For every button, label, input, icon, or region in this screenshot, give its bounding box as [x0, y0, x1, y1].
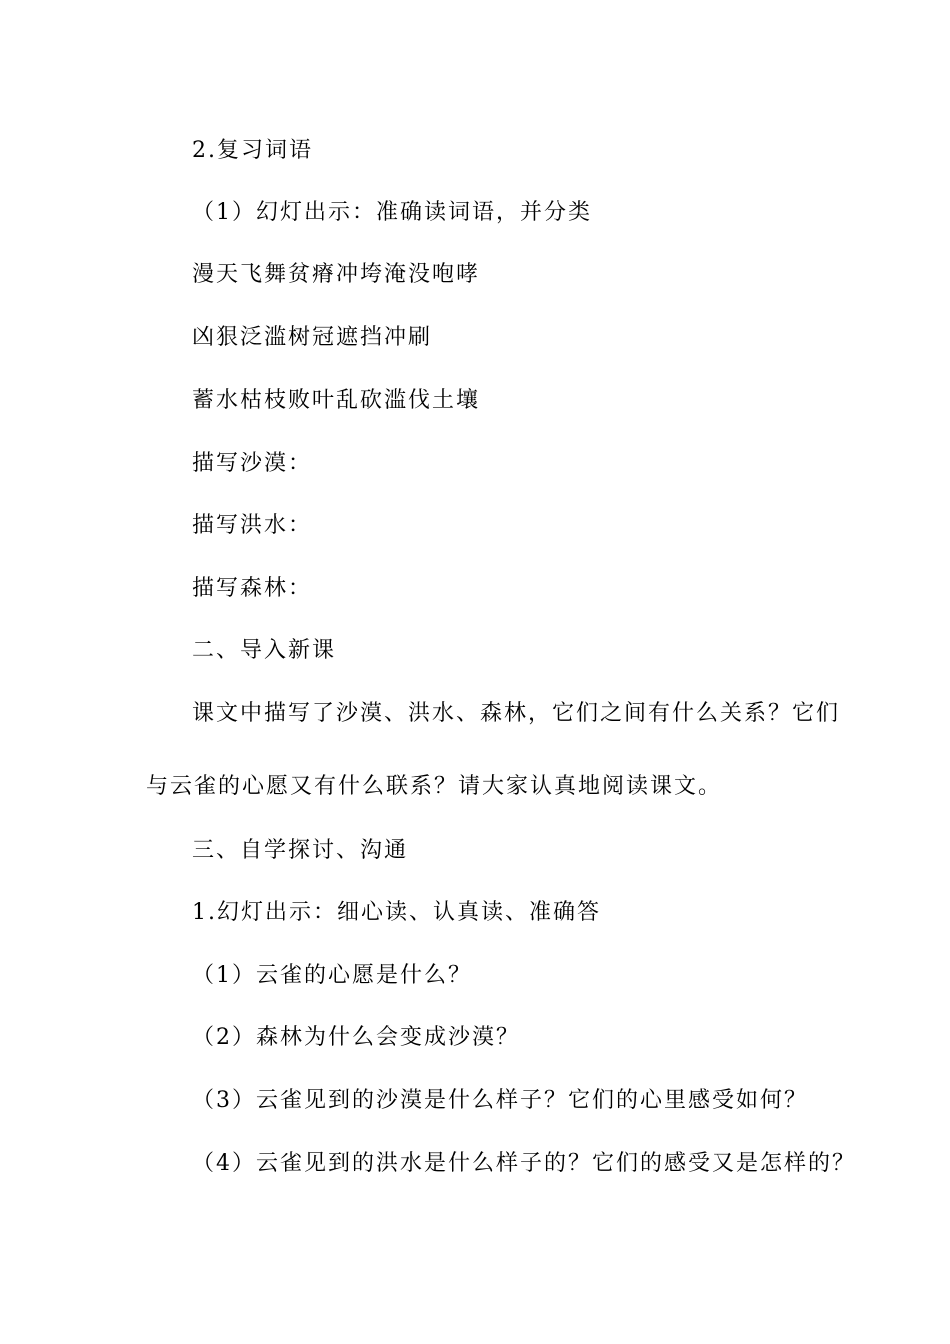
intro-paragraph-line-2: 与云雀的心愿又有什么联系？请大家认真地阅读课文。 [146, 774, 723, 799]
category-desert: 描写沙漠： [192, 451, 313, 476]
question-1: （1）云雀的心愿是什么？ [192, 963, 472, 988]
word-list-1: 漫天飞舞贫瘠冲垮淹没咆哮 [192, 262, 481, 287]
category-flood: 描写洪水： [192, 513, 313, 538]
question-3: （3）云雀见到的沙漠是什么样子？它们的心里感受如何？ [192, 1088, 808, 1113]
word-list-2: 凶狠泛滥树冠遮挡冲刷 [192, 325, 433, 350]
question-2: （2）森林为什么会变成沙漠？ [192, 1025, 520, 1050]
section-heading-introduce-lesson: 二、导入新课 [192, 638, 337, 663]
section-heading-self-study: 三、自学探讨、沟通 [192, 838, 409, 863]
intro-paragraph-line-1: 课文中描写了沙漠、洪水、森林，它们之间有什么关系？它们 [192, 701, 841, 726]
slide-instruction-classify: （1）幻灯出示：准确读词语，并分类 [192, 200, 592, 225]
slide-instruction-read: 1.幻灯出示：细心读、认真读、准确答 [192, 900, 601, 925]
question-4: （4）云雀见到的洪水是什么样子的？它们的感受又是怎样的？ [192, 1151, 856, 1176]
subsection-heading-review-words: 2.复习词语 [192, 138, 313, 163]
word-list-3: 蓄水枯枝败叶乱砍滥伐土壤 [192, 388, 481, 413]
category-forest: 描写森林： [192, 576, 313, 601]
